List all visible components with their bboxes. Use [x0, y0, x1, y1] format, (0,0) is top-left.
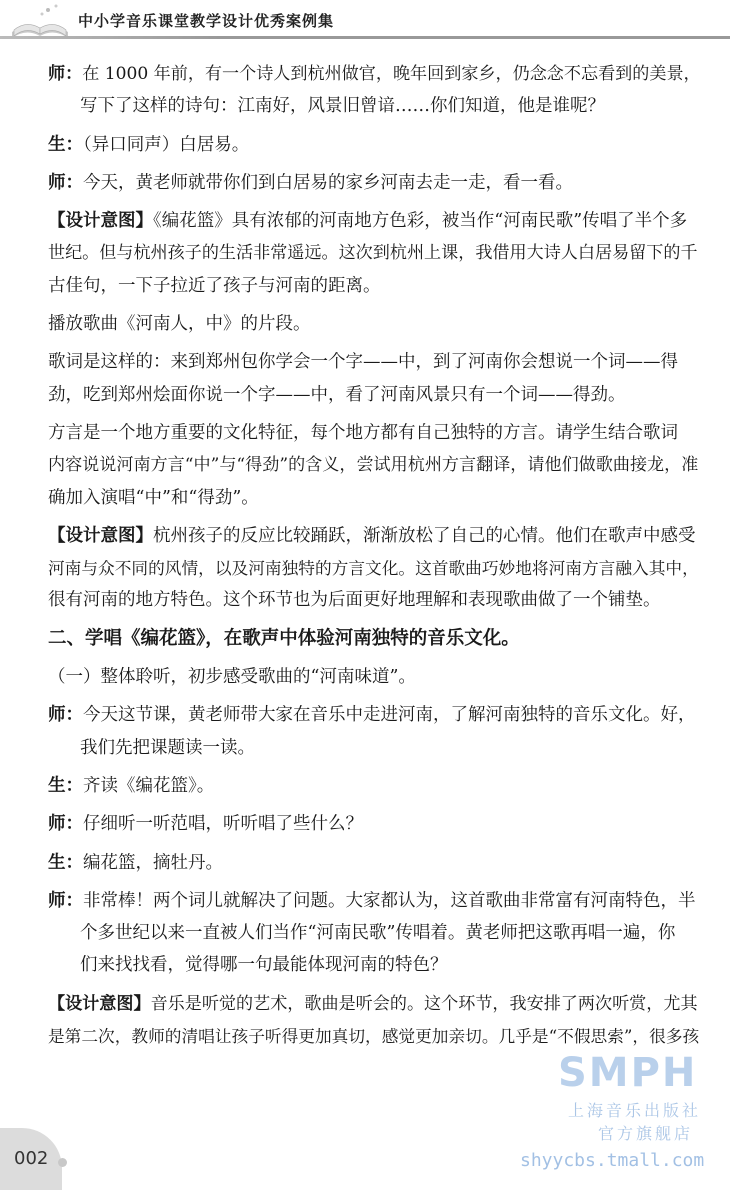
watermark-store: 官方旗舰店	[598, 1124, 694, 1143]
design-intent-tag: 【设计意图】	[48, 211, 153, 232]
book-title: 中小学音乐课堂教学设计优秀案例集	[78, 12, 335, 30]
text-line: 内容说说河南方言“中”与“得劲”的含义，尝试用杭州方言翻译，请他们做歌曲接龙，准	[48, 455, 699, 476]
subsection-heading: （一）整体聆听，初步感受歌曲的“河南味道”。	[48, 667, 416, 688]
text-line: 师：今天这节课，黄老师带大家在音乐中走进河南，了解河南独特的音乐文化。好，	[48, 705, 696, 726]
watermark-publisher	[568, 1098, 701, 1144]
dialogue-student-1: 生：（异口同声）白居易。	[48, 134, 250, 155]
design-intent-3	[48, 988, 704, 1053]
text-line: 确加入演唱“中”和“得劲”。	[48, 487, 259, 508]
page-content	[48, 58, 704, 1052]
design-intent-1	[48, 205, 704, 302]
text-line: 劲，吃到郑州烩面你说一个字——中，看了河南风景只有一个词——得劲。	[48, 384, 626, 405]
speaker-label: 师：	[48, 172, 83, 193]
paragraph-dialect	[48, 417, 704, 514]
text-line: 师：非常棒！两个词儿就解决了问题。大家都认为，这首歌曲非常富有河南特色，半	[48, 890, 696, 911]
page-number: 002	[14, 1148, 49, 1169]
page-header	[0, 0, 730, 48]
text-line: 古佳句，一下子拉近了孩子与河南的距离。	[48, 275, 381, 296]
dialogue-student-2: 生：齐读《编花篮》。	[48, 775, 215, 796]
text-line: 音乐是听觉的艺术，歌曲是听会的。这个环节，我安排了两次听赏，尤其	[150, 993, 698, 1014]
page-dot	[58, 1158, 67, 1167]
paragraph-lyrics	[48, 346, 704, 411]
text-line: 是第二次，教师的清唱让孩子听得更加真切，感觉更加亲切。几乎是“不假思索”，很多孩	[48, 1026, 700, 1047]
design-intent-tag: 【设计意图】	[48, 993, 151, 1014]
speaker-label: 师：	[48, 814, 83, 835]
text-line: 写下了这样的诗句：江南好，风景旧曾谙……你们知道，他是谁呢？	[80, 96, 605, 117]
text-line: 世纪。但与杭州孩子的生活非常遥远。这次到杭州上课，我借用大诗人白居易留下的千	[48, 243, 698, 264]
dialogue-teacher-1	[48, 58, 704, 123]
dialogue-teacher-2: 师：今天，黄老师就带你们到白居易的家乡河南去走一走，看一看。	[48, 172, 573, 193]
speaker-label: 师：	[48, 890, 83, 911]
watermark-publisher-name: 上海音乐出版社	[568, 1101, 702, 1120]
dialogue-teacher-3	[48, 699, 704, 764]
design-intent-2	[48, 520, 704, 617]
text-line: 杭州孩子的反应比较踊跃，渐渐放松了自己的心情。他们在歌声中感受	[153, 525, 696, 546]
text-line: 河南与众不同的风情，以及河南独特的方言文化。这首歌曲巧妙地将河南方言融入其中，	[48, 558, 699, 579]
text-line: 方言是一个地方重要的文化特征，每个地方都有自己独特的方言。请学生结合歌词	[48, 422, 678, 443]
text-line: 师：在 1000 年前，有一个诗人到杭州做官，晚年回到家乡，仍念念不忘看到的美景，	[48, 64, 701, 84]
speaker-label: 生：	[48, 775, 83, 796]
text-line: 我们先把课题读一读。	[80, 737, 255, 758]
header-divider	[0, 36, 730, 39]
speaker-label: 师：	[48, 705, 83, 726]
speaker-label: 生：	[48, 134, 83, 155]
dialogue-teacher-4: 师：仔细听一听范唱，听听唱了些什么？	[48, 814, 363, 835]
watermark-url: shyycbs.tmall.com	[520, 1150, 705, 1171]
watermark-logo: SMPH	[558, 1050, 698, 1096]
text-line: 很有河南的地方特色。这个环节也为后面更好地理解和表现歌曲做了一个铺垫。	[48, 590, 661, 611]
text-line: 个多世纪以来一直被人们当作“河南民歌”传唱着。黄老师把这歌再唱一遍，你	[80, 923, 676, 944]
text-line: 歌词是这样的：来到郑州包你学会一个字——中，到了河南你会想说一个词——得	[48, 352, 678, 373]
design-intent-tag: 【设计意图】	[48, 525, 153, 546]
dialogue-teacher-5	[48, 885, 704, 982]
speaker-label: 生：	[48, 852, 83, 873]
paragraph-playback: 播放歌曲《河南人，中》的片段。	[48, 314, 311, 335]
section-heading: 二、学唱《编花篮》，在歌声中体验河南独特的音乐文化。	[48, 627, 520, 649]
text-line: 们来找找看，觉得哪一句最能体现河南的特色？	[80, 955, 448, 976]
text-line: 《编花篮》具有浓郁的河南地方色彩，被当作“河南民歌”传唱了半个多	[153, 211, 688, 232]
speaker-label: 师：	[48, 64, 83, 84]
dialogue-student-3: 生：编花篮，摘牡丹。	[48, 852, 223, 873]
